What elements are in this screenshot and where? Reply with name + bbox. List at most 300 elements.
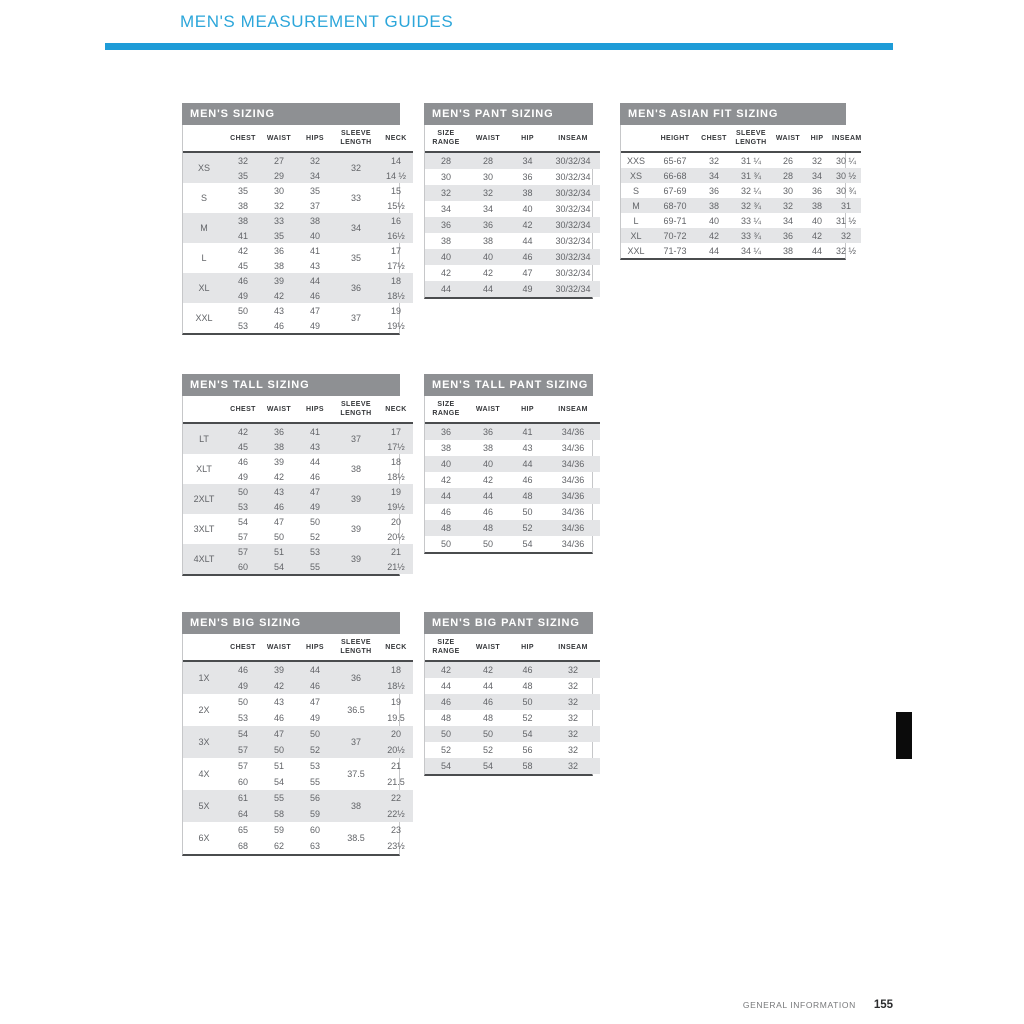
column-header: WAIST [773, 125, 803, 152]
mens-sizing-grid [183, 125, 413, 333]
column-header: HIPS [297, 634, 333, 661]
value-cell: 50 [509, 694, 546, 710]
value-cell: 49 [225, 288, 261, 303]
table-row [425, 488, 600, 504]
value-cell: 38 [333, 790, 379, 822]
value-cell: 46 [440, 507, 451, 518]
size-label: M [183, 213, 225, 243]
value-cell: 23½ [387, 841, 405, 852]
table-title: MEN'S BIG SIZING [182, 612, 400, 634]
value-cell: 55 [297, 559, 333, 574]
table-row [425, 758, 600, 774]
value-cell: 34 [509, 152, 546, 169]
value-cell: 40 [522, 204, 533, 215]
column-header [621, 125, 651, 152]
table-row [183, 303, 413, 318]
value-cell: 40 [467, 456, 509, 472]
value-cell: 56 [522, 745, 533, 756]
value-cell: 38 [482, 236, 493, 247]
size-label: M [621, 198, 651, 213]
table-row [425, 472, 600, 488]
mens-big-sizing-grid [183, 634, 413, 854]
column-header: HIP [803, 125, 831, 152]
value-cell: 42 [261, 678, 297, 694]
table-title: MEN'S TALL SIZING [182, 374, 400, 396]
value-cell: 34 [782, 215, 793, 226]
value-cell: 20½ [379, 742, 413, 758]
value-cell: 32 ¾ [729, 198, 773, 213]
value-cell: 48 [425, 520, 467, 536]
table-row [183, 213, 413, 228]
value-cell: 30/32/34 [555, 204, 591, 215]
value-cell: 44 [309, 456, 320, 467]
value-cell: 43 [522, 443, 533, 454]
value-cell: 46 [273, 713, 284, 724]
footer-page-number: 155 [873, 999, 893, 1011]
value-cell: 22½ [379, 806, 413, 822]
column-header: WAIST [467, 396, 509, 423]
value-cell: 49 [297, 499, 333, 514]
value-cell: 47 [273, 516, 284, 527]
table-row [621, 228, 861, 243]
value-cell: 42 [803, 228, 831, 243]
value-cell: 54 [225, 726, 261, 742]
value-cell: 32 [225, 152, 261, 168]
table-row [183, 758, 413, 774]
value-cell: 54 [522, 539, 533, 550]
value-cell: 57 [225, 742, 261, 758]
size-label: XL [183, 273, 225, 303]
value-cell: 54 [467, 758, 509, 774]
table-row [621, 183, 861, 198]
value-cell: 33 [261, 213, 297, 228]
column-header [183, 634, 225, 661]
value-cell: 51 [261, 544, 297, 559]
value-cell: 33 ¾ [729, 228, 773, 243]
value-cell: 65 [237, 825, 248, 836]
value-cell: 41 [225, 228, 261, 243]
column-header: HIP [509, 396, 546, 423]
value-cell: 46 [273, 320, 284, 331]
value-cell: 38 [237, 200, 248, 211]
value-cell: 57 [237, 761, 248, 772]
table-row [183, 790, 413, 806]
value-cell: 34 [440, 204, 451, 215]
value-cell: 49 [509, 281, 546, 297]
value-cell: 38 [273, 260, 284, 271]
value-cell: 31 [831, 198, 861, 213]
table-row [621, 243, 861, 258]
size-label: S [632, 185, 639, 196]
value-cell: 28 [467, 152, 509, 169]
value-cell: 14 [379, 152, 413, 168]
value-cell: 50 [225, 484, 261, 499]
value-cell: 46 [509, 249, 546, 265]
title-rule-divider [105, 43, 893, 50]
value-cell: 44 [509, 456, 546, 472]
value-cell: 17½ [387, 260, 405, 271]
table-row [183, 726, 413, 742]
value-cell: 54 [261, 559, 297, 574]
table-row [183, 243, 413, 258]
column-header: NECK [379, 396, 413, 423]
value-cell: 50 [261, 742, 297, 758]
value-cell: 43 [261, 484, 297, 499]
value-cell: 49 [309, 713, 320, 724]
value-cell: 32 [567, 713, 578, 724]
value-cell: 17½ [379, 439, 413, 454]
value-cell: 55 [261, 790, 297, 806]
value-cell: 52 [440, 745, 451, 756]
size-label: 2X [198, 705, 210, 716]
table-row [183, 484, 413, 499]
value-cell: 50 [482, 539, 493, 550]
value-cell: 18 [379, 661, 413, 678]
table-row [425, 504, 600, 520]
value-cell: 32 [567, 681, 578, 692]
size-label: 5X [183, 790, 225, 822]
value-cell: 37 [309, 200, 320, 211]
value-cell: 34 [699, 168, 729, 183]
value-cell: 34/36 [546, 488, 600, 504]
value-cell: 47 [309, 697, 320, 708]
value-cell: 32 [567, 745, 578, 756]
value-cell: 18½ [387, 471, 405, 482]
value-cell: 34 [333, 213, 379, 243]
value-cell: 58 [261, 806, 297, 822]
table-row [425, 440, 600, 456]
value-cell: 23 [390, 825, 401, 836]
value-cell: 30 [782, 185, 793, 196]
value-cell: 17 [379, 423, 413, 439]
table-row [183, 423, 413, 439]
value-cell: 43 [273, 697, 284, 708]
value-cell: 48 [509, 488, 546, 504]
value-cell: 36 [333, 661, 379, 694]
column-header: WAIST [261, 634, 297, 661]
value-cell: 42 [509, 217, 546, 233]
value-cell: 65-67 [663, 155, 687, 166]
value-cell: 30/32/34 [555, 172, 591, 183]
size-label: XXS [626, 155, 645, 166]
value-cell: 36 [811, 185, 822, 196]
value-cell: 36 [773, 228, 803, 243]
value-cell: 37 [333, 423, 379, 454]
value-cell: 19½ [379, 499, 413, 514]
value-cell: 31 ½ [835, 215, 857, 226]
value-cell: 60 [309, 825, 320, 836]
table-title: MEN'S BIG PANT SIZING [424, 612, 593, 634]
mens-big-sizing-table [182, 612, 407, 856]
value-cell: 22 [379, 790, 413, 806]
value-cell: 42 [425, 661, 467, 678]
value-cell: 46 [225, 273, 261, 288]
value-cell: 15½ [387, 200, 405, 211]
mens-tall-sizing-grid [183, 396, 413, 574]
column-header: SLEEVE LENGTH [333, 396, 379, 423]
value-cell: 55 [309, 777, 320, 788]
table-row [425, 726, 600, 742]
value-cell: 51 [273, 761, 284, 772]
size-label: S [200, 193, 207, 204]
footer-section-label: GENERAL INFORMATION [742, 1000, 856, 1010]
value-cell: 42 [482, 268, 493, 279]
value-cell: 19 [379, 484, 413, 499]
value-cell: 42 [467, 661, 509, 678]
value-cell: 34 [482, 204, 493, 215]
value-cell: 34/36 [561, 443, 585, 454]
value-cell: 32 [297, 152, 333, 168]
table-row [425, 152, 600, 169]
page-footer [743, 999, 893, 1011]
table-title: MEN'S ASIAN FIT SIZING [620, 103, 846, 125]
value-cell: 44 [811, 245, 822, 256]
value-cell: 32 [546, 758, 600, 774]
value-cell: 40 [425, 249, 467, 265]
value-cell: 42 [237, 245, 248, 256]
value-cell: 30/32/34 [546, 217, 600, 233]
column-header: INSEAM [831, 125, 861, 152]
value-cell: 16 [379, 213, 413, 228]
mens-tall-pant-sizing-grid [425, 396, 600, 552]
value-cell: 38 [482, 443, 493, 454]
value-cell: 36 [333, 273, 379, 303]
value-cell: 45 [237, 260, 248, 271]
value-cell: 44 [425, 281, 467, 297]
value-cell: 36 [467, 423, 509, 440]
value-cell: 36 [261, 423, 297, 439]
column-header: WAIST [261, 125, 297, 152]
mens-big-pant-sizing-grid [425, 634, 600, 774]
value-cell: 21 [390, 761, 401, 772]
mens-asian-fit-sizing-grid [621, 125, 861, 258]
value-cell: 43 [273, 305, 284, 316]
value-cell: 36 [273, 245, 284, 256]
value-cell: 71-73 [663, 245, 687, 256]
value-cell: 38 [803, 198, 831, 213]
value-cell: 36 [522, 172, 533, 183]
table-title: MEN'S PANT SIZING [424, 103, 593, 125]
value-cell: 33 [350, 193, 361, 204]
value-cell: 46 [522, 475, 533, 486]
value-cell: 50 [522, 507, 533, 518]
value-cell: 47 [261, 726, 297, 742]
value-cell: 20 [390, 516, 401, 527]
value-cell: 67-69 [663, 185, 687, 196]
value-cell: 28 [425, 152, 467, 169]
value-cell: 30/32/34 [546, 281, 600, 297]
mens-tall-sizing-table [182, 374, 407, 576]
value-cell: 41 [309, 245, 320, 256]
column-header: HIPS [297, 396, 333, 423]
value-cell: 49 [225, 678, 261, 694]
value-cell: 54 [509, 726, 546, 742]
table-row [425, 661, 600, 678]
column-header: SLEEVE LENGTH [729, 125, 773, 152]
column-header: INSEAM [546, 634, 600, 661]
column-header: SLEEVE LENGTH [333, 634, 379, 661]
value-cell: 34 [297, 168, 333, 183]
value-cell: 41 [509, 423, 546, 440]
table-row [183, 661, 413, 678]
value-cell: 36 [425, 423, 467, 440]
column-header: CHEST [225, 125, 261, 152]
value-cell: 38 [440, 236, 451, 247]
value-cell: 19 [390, 697, 401, 708]
value-cell: 36 [425, 217, 467, 233]
value-cell: 64 [225, 806, 261, 822]
value-cell: 46 [309, 471, 320, 482]
value-cell: 44 [467, 281, 509, 297]
value-cell: 29 [261, 168, 297, 183]
value-cell: 18½ [379, 288, 413, 303]
value-cell: 52 [309, 531, 320, 542]
column-header: CHEST [225, 396, 261, 423]
value-cell: 30/32/34 [546, 249, 600, 265]
size-label: 6X [198, 833, 210, 844]
table-row [425, 169, 600, 185]
value-cell: 21.5 [387, 777, 405, 788]
value-cell: 31 ¼ [740, 155, 762, 166]
value-cell: 30 [273, 185, 284, 196]
value-cell: 37 [333, 726, 379, 758]
table-row [425, 265, 600, 281]
value-cell: 32 [708, 155, 719, 166]
value-cell: 42 [482, 475, 493, 486]
table-row [425, 185, 600, 201]
size-label: XLT [196, 464, 212, 475]
size-label: XS [621, 168, 651, 183]
column-header [183, 396, 225, 423]
value-cell: 44 [440, 681, 451, 692]
value-cell: 46 [297, 288, 333, 303]
value-cell: 32 [546, 726, 600, 742]
table-row [425, 423, 600, 440]
value-cell: 46 [261, 499, 297, 514]
value-cell: 39 [261, 273, 297, 288]
value-cell: 46 [509, 661, 546, 678]
column-header: HIP [509, 125, 546, 152]
value-cell: 54 [425, 758, 467, 774]
value-cell: 44 [467, 488, 509, 504]
value-cell: 44 [297, 273, 333, 288]
value-cell: 32 [773, 198, 803, 213]
value-cell: 35 [309, 185, 320, 196]
value-cell: 53 [237, 713, 248, 724]
value-cell: 42 [225, 423, 261, 439]
value-cell: 47 [297, 484, 333, 499]
value-cell: 39 [333, 544, 379, 574]
mens-asian-fit-sizing-table [620, 103, 862, 260]
value-cell: 21 [379, 544, 413, 559]
value-cell: 18½ [379, 678, 413, 694]
value-cell: 32 [546, 661, 600, 678]
value-cell: 39 [261, 661, 297, 678]
value-cell: 14 ½ [379, 168, 413, 183]
value-cell: 50 [237, 697, 248, 708]
value-cell: 40 [811, 215, 822, 226]
value-cell: 44 [425, 488, 467, 504]
value-cell: 26 [782, 155, 793, 166]
column-header: WAIST [467, 634, 509, 661]
value-cell: 20 [379, 726, 413, 742]
value-cell: 43 [309, 260, 320, 271]
table-row [425, 536, 600, 552]
table-row [183, 694, 413, 710]
value-cell: 46 [482, 507, 493, 518]
table-row [183, 822, 413, 838]
value-cell: 46 [297, 678, 333, 694]
value-cell: 40 [425, 456, 467, 472]
size-label: 4X [198, 769, 210, 780]
size-label: L [633, 215, 639, 226]
column-header: HIP [509, 634, 546, 661]
table-row [183, 514, 413, 529]
value-cell: 52 [522, 713, 533, 724]
column-header: INSEAM [546, 125, 600, 152]
size-label: XXL [195, 313, 213, 324]
value-cell: 49 [237, 471, 248, 482]
value-cell: 30 ¾ [835, 185, 857, 196]
value-cell: 40 [467, 249, 509, 265]
value-cell: 46 [225, 661, 261, 678]
value-cell: 37.5 [347, 769, 365, 780]
value-cell: 47 [309, 305, 320, 316]
value-cell: 46 [237, 456, 248, 467]
value-cell: 68 [237, 841, 248, 852]
mens-pant-sizing-table [424, 103, 593, 299]
table-row [183, 152, 413, 168]
value-cell: 53 [237, 320, 248, 331]
value-cell: 61 [225, 790, 261, 806]
size-label: 3XLT [193, 524, 215, 535]
value-cell: 50 [440, 539, 451, 550]
value-cell: 15 [390, 185, 401, 196]
value-cell: 50 [467, 726, 509, 742]
value-cell: 68-70 [651, 198, 699, 213]
value-cell: 53 [225, 499, 261, 514]
value-cell: 38 [782, 245, 793, 256]
page-title: MEN'S MEASUREMENT GUIDES [180, 12, 454, 31]
value-cell: 18 [390, 456, 401, 467]
value-cell: 32 ½ [835, 245, 857, 256]
value-cell: 59 [273, 825, 284, 836]
table-row [183, 454, 413, 469]
size-label: L [201, 253, 207, 264]
column-header: WAIST [261, 396, 297, 423]
value-cell: 38 [350, 464, 361, 475]
value-cell: 33 ¼ [740, 215, 762, 226]
table-row [425, 678, 600, 694]
value-cell: 34/36 [546, 423, 600, 440]
value-cell: 56 [297, 790, 333, 806]
column-header [183, 125, 225, 152]
column-header: HEIGHT [651, 125, 699, 152]
value-cell: 34/36 [561, 475, 585, 486]
value-cell: 19½ [387, 320, 405, 331]
value-cell: 42 [261, 288, 297, 303]
value-cell: 52 [509, 520, 546, 536]
value-cell: 36 [467, 217, 509, 233]
value-cell: 39 [350, 524, 361, 535]
table-row [425, 217, 600, 233]
page-edge-tab [896, 712, 912, 759]
table-row [183, 183, 413, 198]
value-cell: 49 [309, 320, 320, 331]
value-cell: 32 [831, 228, 861, 243]
value-cell: 54 [237, 516, 248, 527]
value-cell: 52 [482, 745, 493, 756]
